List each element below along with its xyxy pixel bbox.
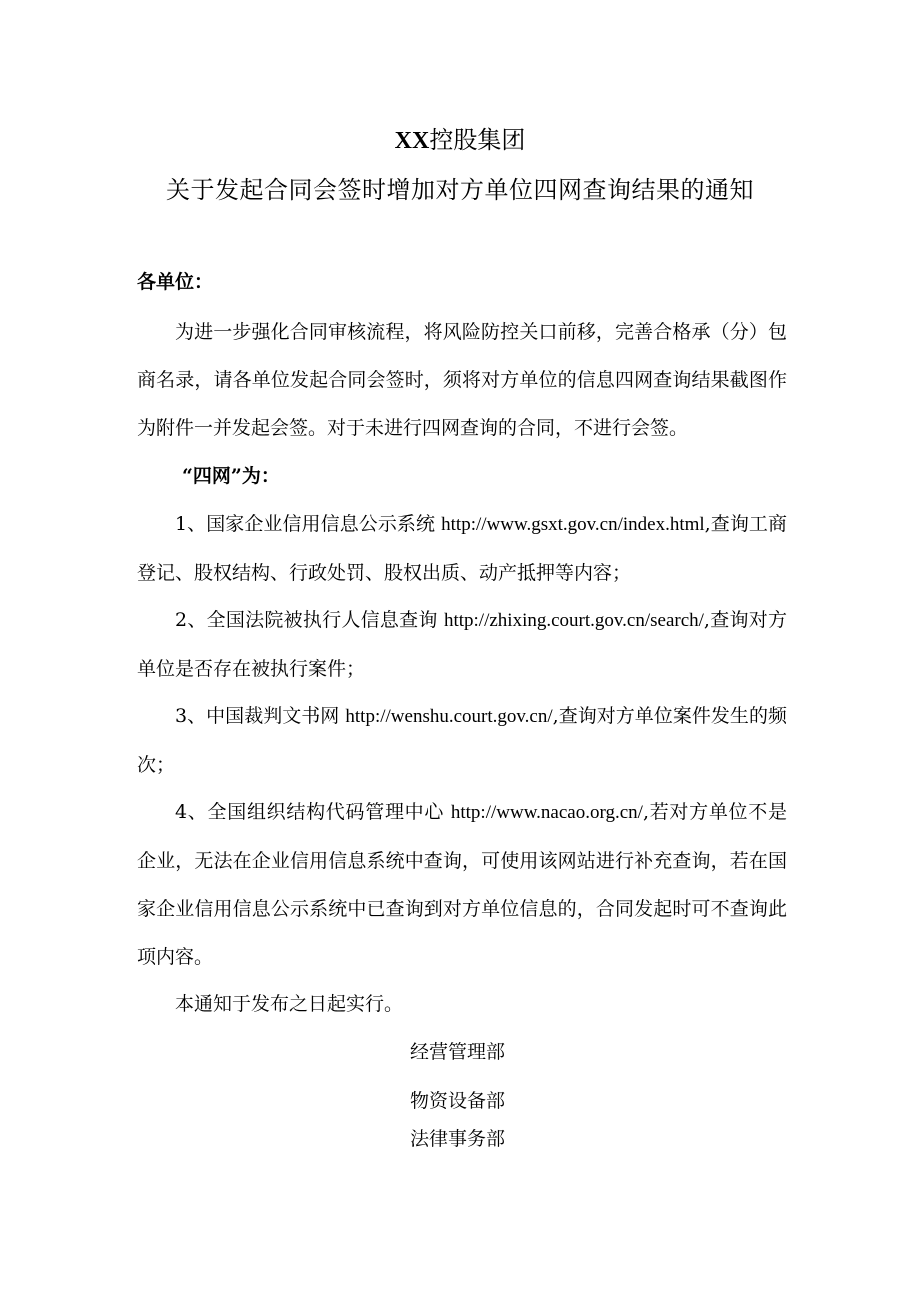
intro-paragraph: 为进一步强化合同审核流程，将风险防控关口前移，完善合格承（分）包商名录，请各单位发起合同会签时，须将对方单位的信息四网查询结果截图作为附件一并发起会签。对于未进行四网查询的合同，不进行会签。 — [137, 321, 787, 439]
signature-dept-operations: 经营管理部 — [410, 1041, 506, 1063]
item-url: http://zhixing.court.gov.cn/search/ — [443, 610, 704, 631]
list-item — [137, 500, 787, 597]
notice-title: 关于发起合同会签时增加对方单位四网查询结果的通知 — [166, 176, 754, 204]
signature-dept-legal: 法律事务部 — [410, 1128, 506, 1150]
item-text: ,查询对方单位案件发生的频次； — [137, 705, 787, 776]
list-item — [137, 788, 787, 981]
company-prefix: XX — [394, 128, 430, 154]
item-url: http://www.nacao.org.cn/ — [450, 802, 643, 823]
signature-dept-materials: 物资设备部 — [410, 1090, 506, 1112]
effective-statement: 本通知于发布之日起实行。 — [175, 993, 404, 1015]
company-title — [0, 120, 920, 161]
item-text: 2、全国法院被执行人信息查询 — [175, 609, 444, 631]
company-name: 控股集团 — [429, 126, 526, 154]
item-text: 4、全国组织结构代码管理中心 — [175, 801, 451, 823]
list-item — [137, 596, 787, 693]
salutation: 各单位： — [137, 271, 214, 293]
siwang-heading: “四网”为： — [182, 465, 280, 487]
item-url: http://wenshu.court.gov.cn/ — [345, 706, 553, 727]
item-text: 1、国家企业信用信息公示系统 — [175, 513, 442, 535]
item-url: http://www.gsxt.gov.cn/index.html — [441, 514, 705, 535]
item-text: ,若对方单位不是企业，无法在企业信用信息系统中查询，可使用该网站进行补充查询，若在国家企业信用信息公示系统中已查询到对方单位信息的，合同发起时可不查询此项内容。 — [137, 801, 787, 968]
item-text: ,查询对方单位是否存在被执行案件； — [137, 609, 787, 680]
item-text: ,查询工商登记、股权结构、行政处罚、股权出质、动产抵押等内容； — [137, 513, 787, 584]
item-text: 3、中国裁判文书网 — [175, 705, 346, 727]
list-item — [137, 692, 787, 789]
